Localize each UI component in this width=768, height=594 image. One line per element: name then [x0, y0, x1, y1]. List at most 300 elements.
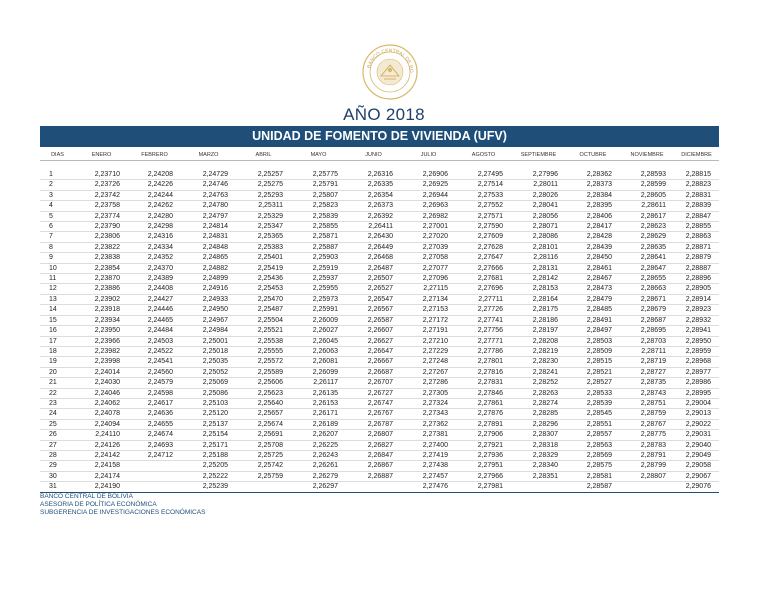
ufv-value-cell: 2,28340 — [511, 461, 566, 471]
ufv-value-cell: 2,26135 — [291, 388, 346, 398]
day-cell: 28 — [40, 450, 75, 460]
ufv-value-cell: 2,27741 — [456, 315, 511, 325]
day-cell: 5 — [40, 211, 75, 221]
ufv-value-cell: 2,24899 — [181, 274, 236, 284]
ufv-value-cell: 2,24280 — [128, 211, 181, 221]
ufv-value-cell: 2,25919 — [291, 263, 346, 273]
ufv-value-cell: 2,26707 — [346, 378, 401, 388]
column-header-marzo: MARZO — [181, 150, 236, 161]
ufv-value-cell: 2,28296 — [511, 419, 566, 429]
ufv-value-cell: 2,26225 — [291, 440, 346, 450]
ufv-value-cell: 2,28373 — [566, 180, 620, 190]
ufv-value-cell: 2,25589 — [236, 367, 291, 377]
ufv-value-cell: 2,25991 — [291, 305, 346, 315]
ufv-value-cell: 2,28497 — [566, 326, 620, 336]
ufv-value-cell: 2,26667 — [346, 357, 401, 367]
ufv-value-cell: 2,28428 — [566, 232, 620, 242]
table-row — [40, 461, 719, 471]
ufv-value-cell: 2,25572 — [236, 357, 291, 367]
ufv-value-cell: 2,27590 — [456, 222, 511, 232]
ufv-value-cell: 2,23918 — [75, 305, 128, 315]
ufv-value-cell: 2,24674 — [128, 430, 181, 440]
ufv-value-cell: 2,28695 — [620, 326, 674, 336]
ufv-value-cell: 2,25419 — [236, 263, 291, 273]
column-header-noviembre: NOVIEMBRE — [620, 150, 674, 161]
ufv-value-cell: 2,26099 — [291, 367, 346, 377]
ufv-value-cell: 2,25052 — [181, 367, 236, 377]
day-cell: 2 — [40, 180, 75, 190]
ufv-value-cell: 2,28274 — [511, 398, 566, 408]
ufv-value-cell: 2,26607 — [346, 326, 401, 336]
ufv-value-cell: 2,28241 — [511, 367, 566, 377]
ufv-value-cell — [620, 482, 674, 492]
day-cell: 22 — [40, 388, 75, 398]
ufv-value-cell: 2,25855 — [291, 222, 346, 232]
day-cell: 14 — [40, 305, 75, 315]
ufv-value-cell — [128, 471, 181, 481]
day-cell: 12 — [40, 284, 75, 294]
ufv-value-cell: 2,27552 — [456, 201, 511, 211]
ufv-value-cell: 2,28799 — [620, 461, 674, 471]
ufv-value-cell: 2,26335 — [346, 180, 401, 190]
ufv-value-cell: 2,24226 — [128, 180, 181, 190]
ufv-value-cell: 2,25742 — [236, 461, 291, 471]
ufv-value-cell: 2,23870 — [75, 274, 128, 284]
table-row — [40, 409, 719, 419]
ufv-value-cell: 2,29013 — [674, 409, 719, 419]
ufv-value-cell: 2,26468 — [346, 253, 401, 263]
ufv-value-cell: 2,28719 — [620, 357, 674, 367]
table-row — [40, 471, 719, 481]
table-row — [40, 222, 719, 232]
ufv-value-cell: 2,28439 — [566, 242, 620, 252]
table-row — [40, 378, 719, 388]
ufv-value-cell: 2,27846 — [456, 388, 511, 398]
ufv-value-cell: 2,27921 — [456, 440, 511, 450]
ufv-value-cell: 2,24142 — [75, 450, 128, 460]
ufv-value-cell: 2,26153 — [291, 398, 346, 408]
ufv-value-cell: 2,28551 — [566, 419, 620, 429]
ufv-value-cell: 2,25521 — [236, 326, 291, 336]
ufv-value-cell: 2,25538 — [236, 336, 291, 346]
ufv-value-cell: 2,23806 — [75, 232, 128, 242]
table-spacer-row — [40, 161, 719, 171]
ufv-value-cell: 2,23758 — [75, 201, 128, 211]
ufv-value-cell: 2,28863 — [674, 232, 719, 242]
table-row — [40, 305, 719, 315]
ufv-value-cell: 2,24503 — [128, 336, 181, 346]
day-cell: 31 — [40, 482, 75, 492]
ufv-value-cell: 2,24446 — [128, 305, 181, 315]
ufv-value-cell: 2,24797 — [181, 211, 236, 221]
footer-line-bank: BANCO CENTRAL DE BOLIVIA — [40, 493, 133, 500]
ufv-value-cell: 2,28056 — [511, 211, 566, 221]
column-header-mayo: MAYO — [291, 150, 346, 161]
day-cell: 27 — [40, 440, 75, 450]
ufv-value-cell: 2,28285 — [511, 409, 566, 419]
ufv-value-cell: 2,28417 — [566, 222, 620, 232]
ufv-value-cell: 2,24522 — [128, 346, 181, 356]
ufv-value-cell: 2,27906 — [456, 430, 511, 440]
table-row — [40, 253, 719, 263]
ufv-value-cell: 2,27726 — [456, 305, 511, 315]
ufv-value-cell: 2,28932 — [674, 315, 719, 325]
ufv-value-cell: 2,26867 — [346, 461, 401, 471]
ufv-value-cell: 2,24950 — [181, 305, 236, 315]
ufv-value-cell: 2,26507 — [346, 274, 401, 284]
ufv-value-cell: 2,28131 — [511, 263, 566, 273]
table-row — [40, 336, 719, 346]
ufv-value-cell: 2,26587 — [346, 315, 401, 325]
ufv-value-cell: 2,29040 — [674, 440, 719, 450]
ufv-value-cell: 2,28663 — [620, 284, 674, 294]
ufv-value-cell: 2,25470 — [236, 294, 291, 304]
ufv-value-cell: 2,23742 — [75, 190, 128, 200]
table-row — [40, 450, 719, 460]
ufv-value-cell: 2,26297 — [291, 482, 346, 492]
ufv-value-cell: 2,28569 — [566, 450, 620, 460]
day-cell: 17 — [40, 336, 75, 346]
table-row — [40, 263, 719, 273]
ufv-value-cell: 2,28406 — [566, 211, 620, 221]
ufv-value-cell: 2,25436 — [236, 274, 291, 284]
ufv-value-cell: 2,28467 — [566, 274, 620, 284]
ufv-value-cell: 2,27438 — [401, 461, 456, 471]
ufv-value-cell: 2,23710 — [75, 170, 128, 180]
ufv-value-cell: 2,25275 — [236, 180, 291, 190]
ufv-value-cell: 2,26430 — [346, 232, 401, 242]
ufv-value-cell: 2,28318 — [511, 440, 566, 450]
ufv-value-cell: 2,28351 — [511, 471, 566, 481]
ufv-value-cell: 2,25823 — [291, 201, 346, 211]
ufv-value-cell: 2,24831 — [181, 232, 236, 242]
ufv-value-cell: 2,28623 — [620, 222, 674, 232]
ufv-value-cell: 2,26045 — [291, 336, 346, 346]
ufv-value-cell: 2,25383 — [236, 242, 291, 252]
ufv-value-cell: 2,27786 — [456, 346, 511, 356]
ufv-value-cell: 2,26063 — [291, 346, 346, 356]
ufv-value-cell: 2,24984 — [181, 326, 236, 336]
ufv-value-cell: 2,26887 — [346, 471, 401, 481]
ufv-value-cell: 2,24316 — [128, 232, 181, 242]
ufv-value-cell: 2,27966 — [456, 471, 511, 481]
ufv-value-cell: 2,25955 — [291, 284, 346, 294]
ufv-value-cell: 2,25903 — [291, 253, 346, 263]
footer-line-advisory: ASESORIA DE POLÍTICA ECONÓMICA — [40, 501, 157, 508]
ufv-value-cell: 2,28263 — [511, 388, 566, 398]
ufv-value-cell: 2,28011 — [511, 180, 566, 190]
ufv-value-cell: 2,27696 — [456, 284, 511, 294]
ufv-value-cell: 2,28775 — [620, 430, 674, 440]
ufv-value-cell: 2,28635 — [620, 242, 674, 252]
ufv-value-cell: 2,27039 — [401, 242, 456, 252]
ufv-value-cell: 2,25504 — [236, 315, 291, 325]
ufv-value-cell: 2,25759 — [236, 471, 291, 481]
ufv-value-cell: 2,25839 — [291, 211, 346, 221]
ufv-value-cell: 2,27077 — [401, 263, 456, 273]
table-row — [40, 440, 719, 450]
ufv-value-cell: 2,28959 — [674, 346, 719, 356]
day-cell: 1 — [40, 170, 75, 180]
ufv-value-cell: 2,28153 — [511, 284, 566, 294]
ufv-value-cell: 2,24190 — [75, 482, 128, 492]
table-row — [40, 346, 719, 356]
ufv-value-cell: 2,24560 — [128, 367, 181, 377]
day-cell: 24 — [40, 409, 75, 419]
ufv-value-cell: 2,24262 — [128, 201, 181, 211]
ufv-value-cell: 2,28515 — [566, 357, 620, 367]
table-row — [40, 180, 719, 190]
day-cell: 8 — [40, 242, 75, 252]
ufv-value-cell: 2,27609 — [456, 232, 511, 242]
table-row — [40, 211, 719, 221]
ufv-value-cell: 2,25035 — [181, 357, 236, 367]
ufv-value-cell: 2,27514 — [456, 180, 511, 190]
ufv-value-cell: 2,28831 — [674, 190, 719, 200]
ufv-value-cell: 2,26411 — [346, 222, 401, 232]
ufv-value-cell: 2,28807 — [620, 471, 674, 481]
column-header-septiembre: SEPTIEMBRE — [511, 150, 566, 161]
ufv-value-cell: 2,24780 — [181, 201, 236, 211]
ufv-value-cell: 2,25086 — [181, 388, 236, 398]
ufv-value-cell: 2,26081 — [291, 357, 346, 367]
table-row — [40, 398, 719, 408]
ufv-value-cell: 2,24352 — [128, 253, 181, 263]
ufv-value-cell: 2,28727 — [620, 367, 674, 377]
ufv-value-cell: 2,28473 — [566, 284, 620, 294]
table-banner: UNIDAD DE FOMENTO DE VIVIENDA (UFV) — [40, 126, 719, 147]
ufv-value-cell: 2,25329 — [236, 211, 291, 221]
ufv-value-cell: 2,25887 — [291, 242, 346, 252]
ufv-value-cell: 2,28641 — [620, 253, 674, 263]
ufv-value-cell: 2,28307 — [511, 430, 566, 440]
ufv-value-cell: 2,27058 — [401, 253, 456, 263]
ufv-value-cell: 2,28581 — [566, 471, 620, 481]
ufv-value-cell: 2,27681 — [456, 274, 511, 284]
ufv-value-cell: 2,25807 — [291, 190, 346, 200]
ufv-value-cell: 2,28759 — [620, 409, 674, 419]
ufv-value-cell: 2,26847 — [346, 450, 401, 460]
day-cell: 7 — [40, 232, 75, 242]
ufv-value-cell: 2,24712 — [128, 450, 181, 460]
ufv-value-cell: 2,24110 — [75, 430, 128, 440]
ufv-value-cell: 2,28557 — [566, 430, 620, 440]
table-row — [40, 284, 719, 294]
ufv-value-cell: 2,25623 — [236, 388, 291, 398]
ufv-value-cell: 2,25708 — [236, 440, 291, 450]
ufv-value-cell: 2,24094 — [75, 419, 128, 429]
day-cell: 30 — [40, 471, 75, 481]
ufv-value-cell: 2,25937 — [291, 274, 346, 284]
ufv-value-cell: 2,25401 — [236, 253, 291, 263]
ufv-value-cell: 2,26392 — [346, 211, 401, 221]
ufv-value-cell: 2,24598 — [128, 388, 181, 398]
ufv-value-cell: 2,23950 — [75, 326, 128, 336]
ufv-value-cell: 2,27831 — [456, 378, 511, 388]
ufv-value-cell: 2,27172 — [401, 315, 456, 325]
day-cell: 15 — [40, 315, 75, 325]
ufv-value-cell: 2,23790 — [75, 222, 128, 232]
ufv-value-cell: 2,24933 — [181, 294, 236, 304]
table-row — [40, 419, 719, 429]
table-row — [40, 430, 719, 440]
ufv-value-cell: 2,23934 — [75, 315, 128, 325]
ufv-value-cell: 2,28491 — [566, 315, 620, 325]
column-header-abril: ABRIL — [236, 150, 291, 161]
column-header-junio: JUNIO — [346, 150, 401, 161]
ufv-value-cell: 2,25347 — [236, 222, 291, 232]
ufv-value-cell: 2,25293 — [236, 190, 291, 200]
day-cell: 21 — [40, 378, 75, 388]
ufv-value-cell: 2,28593 — [620, 170, 674, 180]
ufv-value-cell: 2,26449 — [346, 242, 401, 252]
ufv-value-cell: 2,26627 — [346, 336, 401, 346]
column-header-diciembre: DICIEMBRE — [674, 150, 719, 161]
day-cell: 29 — [40, 461, 75, 471]
ufv-value-cell: 2,28605 — [620, 190, 674, 200]
ufv-value-cell: 2,26487 — [346, 263, 401, 273]
ufv-value-cell: 2,27816 — [456, 367, 511, 377]
ufv-value-cell: 2,27267 — [401, 367, 456, 377]
svg-text:BANCO CENTRAL DE BOLIVIA: BANCO CENTRAL DE BO — [366, 47, 415, 73]
ufv-value-cell: 2,28026 — [511, 190, 566, 200]
ufv-value-cell: 2,27343 — [401, 409, 456, 419]
ufv-value-cell: 2,28086 — [511, 232, 566, 242]
ufv-value-cell: 2,26827 — [346, 440, 401, 450]
ufv-value-cell: 2,23982 — [75, 346, 128, 356]
ufv-value-cell: 2,28711 — [620, 346, 674, 356]
ufv-value-cell: 2,28735 — [620, 378, 674, 388]
ufv-value-cell: 2,25871 — [291, 232, 346, 242]
ufv-value-cell: 2,28617 — [620, 211, 674, 221]
day-cell: 16 — [40, 326, 75, 336]
ufv-value-cell: 2,28995 — [674, 388, 719, 398]
ufv-value-cell — [236, 482, 291, 492]
ufv-value-cell: 2,26027 — [291, 326, 346, 336]
ufv-value-cell: 2,27666 — [456, 263, 511, 273]
column-header-enero: ENERO — [75, 150, 128, 161]
ufv-value-cell: 2,24967 — [181, 315, 236, 325]
ufv-value-cell: 2,24030 — [75, 378, 128, 388]
ufv-value-cell: 2,27020 — [401, 232, 456, 242]
ufv-value-cell: 2,28655 — [620, 274, 674, 284]
ufv-value-cell: 2,28041 — [511, 201, 566, 211]
ufv-value-cell: 2,28923 — [674, 305, 719, 315]
ufv-value-cell: 2,28142 — [511, 274, 566, 284]
ufv-value-cell: 2,27996 — [511, 170, 566, 180]
ufv-value-cell: 2,25606 — [236, 378, 291, 388]
ufv-value-cell: 2,25691 — [236, 430, 291, 440]
ufv-value-cell: 2,27801 — [456, 357, 511, 367]
ufv-value-cell: 2,28855 — [674, 222, 719, 232]
ufv-value-cell: 2,26117 — [291, 378, 346, 388]
central-bank-seal-logo — [361, 43, 419, 101]
day-cell: 9 — [40, 253, 75, 263]
ufv-value-cell: 2,28977 — [674, 367, 719, 377]
table-row — [40, 170, 719, 180]
ufv-value-cell: 2,25069 — [181, 378, 236, 388]
ufv-value-cell: 2,29004 — [674, 398, 719, 408]
ufv-value-cell: 2,25365 — [236, 232, 291, 242]
ufv-value-cell: 2,28871 — [674, 242, 719, 252]
ufv-value-cell: 2,25222 — [181, 471, 236, 481]
ufv-value-cell: 2,28509 — [566, 346, 620, 356]
ufv-value-cell: 2,27571 — [456, 211, 511, 221]
ufv-value-cell: 2,28230 — [511, 357, 566, 367]
ufv-value-cell — [128, 482, 181, 492]
ufv-value-cell: 2,26747 — [346, 398, 401, 408]
ufv-value-cell: 2,23886 — [75, 284, 128, 294]
ufv-value-cell: 2,27001 — [401, 222, 456, 232]
ufv-value-cell: 2,28545 — [566, 409, 620, 419]
ufv-value-cell: 2,27711 — [456, 294, 511, 304]
ufv-value-cell: 2,23854 — [75, 263, 128, 273]
ufv-value-cell: 2,25791 — [291, 180, 346, 190]
ufv-value-cell: 2,28679 — [620, 305, 674, 315]
ufv-value-cell: 2,24244 — [128, 190, 181, 200]
ufv-value-cell: 2,25120 — [181, 409, 236, 419]
ufv-value-cell: 2,24014 — [75, 367, 128, 377]
ufv-value-cell: 2,26279 — [291, 471, 346, 481]
ufv-value-cell: 2,24746 — [181, 180, 236, 190]
ufv-value-cell: 2,28362 — [566, 170, 620, 180]
ufv-value-cell: 2,27153 — [401, 305, 456, 315]
ufv-value-cell: 2,27981 — [456, 482, 511, 492]
ufv-value-cell: 2,28563 — [566, 440, 620, 450]
ufv-value-cell: 2,27936 — [456, 450, 511, 460]
ufv-value-cell: 2,27134 — [401, 294, 456, 304]
ufv-value-cell: 2,25775 — [291, 170, 346, 180]
ufv-value-cell: 2,26944 — [401, 190, 456, 200]
ufv-value-cell: 2,28823 — [674, 180, 719, 190]
ufv-value-cell: 2,26527 — [346, 284, 401, 294]
ufv-value-cell: 2,27381 — [401, 430, 456, 440]
ufv-value-cell: 2,28767 — [620, 419, 674, 429]
ufv-value-cell: 2,24427 — [128, 294, 181, 304]
ufv-value-cell: 2,26189 — [291, 419, 346, 429]
ufv-value-cell: 2,24465 — [128, 315, 181, 325]
ufv-value-cell: 2,28896 — [674, 274, 719, 284]
column-header-dias: DIAS — [40, 150, 75, 161]
ufv-value-cell: 2,28071 — [511, 222, 566, 232]
ufv-value-cell: 2,27324 — [401, 398, 456, 408]
day-cell: 18 — [40, 346, 75, 356]
ufv-value-cell: 2,28175 — [511, 305, 566, 315]
ufv-value-cell: 2,27876 — [456, 409, 511, 419]
ufv-value-cell: 2,25640 — [236, 398, 291, 408]
ufv-value-cell: 2,27248 — [401, 357, 456, 367]
table-row — [40, 326, 719, 336]
ufv-value-cell: 2,24655 — [128, 419, 181, 429]
table-row — [40, 315, 719, 325]
ufv-value-cell: 2,29022 — [674, 419, 719, 429]
ufv-value-cell: 2,24158 — [75, 461, 128, 471]
ufv-value-cell: 2,28539 — [566, 398, 620, 408]
ufv-value-cell: 2,27951 — [456, 461, 511, 471]
ufv-value-cell: 2,24174 — [75, 471, 128, 481]
ufv-value-cell: 2,27286 — [401, 378, 456, 388]
ufv-value-cell: 2,27191 — [401, 326, 456, 336]
ufv-value-cell: 2,27229 — [401, 346, 456, 356]
ufv-value-cell: 2,25001 — [181, 336, 236, 346]
ufv-value-cell: 2,25674 — [236, 419, 291, 429]
ufv-value-cell: 2,26906 — [401, 170, 456, 180]
ufv-value-cell: 2,25205 — [181, 461, 236, 471]
ufv-value-cell: 2,26373 — [346, 201, 401, 211]
ufv-value-cell: 2,23838 — [75, 253, 128, 263]
ufv-value-cell: 2,27210 — [401, 336, 456, 346]
ufv-value-cell: 2,26963 — [401, 201, 456, 211]
